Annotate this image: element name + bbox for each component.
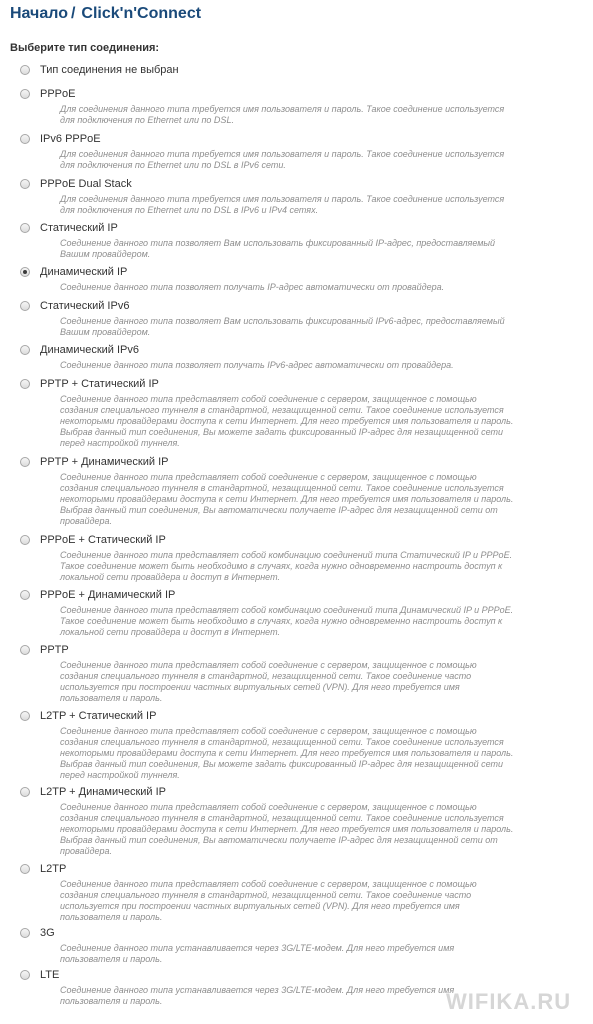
- option-description: Соединение данного типа представляет собой соединение с сервером, защищенное с помощью создания специального туннеля в стандартной, незащищенной сети. Такое соединение часто используется при построении частных виртуальных сетей (VPN). Для него требуется имя пользователя и пароль.: [60, 660, 477, 703]
- radio-dynamic-ip[interactable]: [20, 267, 30, 277]
- option-label[interactable]: Статический IP: [40, 222, 118, 234]
- radio-pptp-static-ip[interactable]: [20, 379, 30, 389]
- option-pppoe[interactable]: [18, 88, 578, 125]
- option-description: Соединение данного типа представляет собой соединение с сервером, защищенное с помощью создания специального туннеля в стандартной, незащищенной сети. Такое соединение часто используется при построении частных виртуальных сетей (VPN). Для него требуется имя пользователя и пароль.: [60, 879, 477, 922]
- option-pppoe-dual-stack[interactable]: [18, 178, 578, 215]
- option-description: Соединение данного типа представляет собой соединение с сервером, защищенное с помощью создания специального туннеля в стандартной, незащищенной сети. Такое соединение используется некоторыми провайдерами доступа к сети Интернет. Для него требуется имя пользователя и пароль. Выбрав данный тип соединения, Вы автоматически получаете IP-адрес для незащищенной сети от провайдера.: [60, 802, 514, 856]
- radio-pppoe-static-ip[interactable]: [20, 535, 30, 545]
- radio-pppoe-dynamic-ip[interactable]: [20, 590, 30, 600]
- radio-dynamic-ipv6[interactable]: [20, 345, 30, 355]
- option-label[interactable]: PPTP: [40, 644, 69, 656]
- option-label[interactable]: PPPoE Dual Stack: [40, 178, 132, 190]
- watermark: WIFIKA.RU: [446, 989, 572, 1014]
- option-description: Соединение данного типа представляет собой соединение с сервером, защищенное с помощью создания специального туннеля в стандартной, незащищенной сети. Такое соединение используется некоторыми провайдерами доступа к сети Интернет. Для него требуется имя пользователя и пароль. Выбрав данный тип соединения, Вы автоматически получаете IP-адрес для незащищенной сети от провайдера.: [60, 472, 514, 526]
- radio-pppoe-dual-stack[interactable]: [20, 179, 30, 189]
- option-dynamic-ipv6[interactable]: [18, 344, 578, 370]
- option-description: Соединение данного типа представляет собой соединение с сервером, защищенное с помощью создания специального туннеля в стандартной, незащищенной сети. Такое соединение используется некоторыми провайдерами доступа к сети Интернет. Для него требуется имя пользователя и пароль. Выбрав данный тип соединения, Вы можете задать фиксированный IP-адрес для незащищенной сети перед настройкой туннеля.: [60, 726, 514, 780]
- option-pppoe-static-ip[interactable]: [18, 534, 578, 582]
- radio-l2tp[interactable]: [20, 864, 30, 874]
- option-label[interactable]: PPPoE + Динамический IP: [40, 589, 176, 601]
- option-label[interactable]: LTE: [40, 969, 60, 981]
- option-3g[interactable]: [18, 927, 578, 964]
- option-description: Для соединения данного типа требуется имя пользователя и пароль. Такое соединение используется для подключения по Ethernet или по DSL.: [60, 104, 505, 125]
- option-l2tp-static-ip[interactable]: [18, 710, 578, 780]
- option-description: Соединение данного типа представляет собой соединение с сервером, защищенное с помощью создания специального туннеля в стандартной, незащищенной сети. Такое соединение используется некоторыми провайдерами доступа к сети Интернет. Для него требуется имя пользователя и пароль. Выбрав данный тип соединения, Вы можете задать фиксированный IP-адрес для незащищенной сети перед настройкой туннеля.: [60, 394, 514, 448]
- option-description: Соединение данного типа позволяет Вам использовать фиксированный IPv6-адрес, предоставляемый Вашим провайдером.: [60, 316, 505, 337]
- option-label[interactable]: L2TP: [40, 863, 67, 875]
- option-label[interactable]: IPv6 PPPoE: [40, 133, 101, 145]
- option-description: Соединение данного типа позволяет получать IPv6-адрес автоматически от провайдера.: [60, 360, 454, 370]
- option-label[interactable]: L2TP + Статический IP: [40, 710, 157, 722]
- option-label[interactable]: Статический IPv6: [40, 300, 130, 312]
- option-l2tp[interactable]: [18, 863, 578, 922]
- option-pptp[interactable]: [18, 644, 578, 703]
- option-label[interactable]: Динамический IPv6: [40, 344, 140, 356]
- option-pptp-static-ip[interactable]: [18, 378, 578, 448]
- option-label[interactable]: Тип соединения не выбран: [40, 64, 179, 76]
- option-label[interactable]: PPTP + Статический IP: [40, 378, 159, 390]
- option-label[interactable]: PPPoE: [40, 88, 76, 100]
- option-description: Соединение данного типа представляет собой комбинацию соединений типа Динамический IP и PPPoE. Такое соединение может быть необходимо в случаях, когда нужно одновременно настроить доступ к локальной сети провайдера и доступ в Интернет.: [60, 605, 514, 637]
- radio-pppoe[interactable]: [20, 89, 30, 99]
- radio-lte[interactable]: [20, 970, 30, 980]
- option-label[interactable]: PPPoE + Статический IP: [40, 534, 166, 546]
- breadcrumb-separator: /: [70, 5, 76, 22]
- option-static-ipv6[interactable]: [18, 300, 578, 337]
- radio-l2tp-dynamic-ip[interactable]: [20, 787, 30, 797]
- option-description: Для соединения данного типа требуется имя пользователя и пароль. Такое соединение используется для подключения по Ethernet или по DSL в IPv6 и IPv4 сетях.: [60, 194, 505, 215]
- radio-pptp[interactable]: [20, 645, 30, 655]
- option-label[interactable]: PPTP + Динамический IP: [40, 456, 169, 468]
- option-description: Соединение данного типа устанавливается через 3G/LTE-модем. Для него требуется имя пользователя и пароль.: [60, 943, 455, 964]
- radio-static-ip[interactable]: [20, 223, 30, 233]
- option-pppoe-dynamic-ip[interactable]: [18, 589, 578, 637]
- option-label[interactable]: Динамический IP: [40, 266, 128, 278]
- option-label[interactable]: L2TP + Динамический IP: [40, 786, 167, 798]
- radio-static-ipv6[interactable]: [20, 301, 30, 311]
- option-description: Соединение данного типа устанавливается через 3G/LTE-модем. Для него требуется имя пользователя и пароль.: [60, 985, 455, 1006]
- option-ipv6-pppoe[interactable]: [18, 133, 578, 170]
- option-description: Для соединения данного типа требуется имя пользователя и пароль. Такое соединение используется для подключения по Ethernet или по DSL в IPv6 сети.: [60, 149, 505, 170]
- option-static-ip[interactable]: [18, 222, 578, 259]
- section-title: Выберите тип соединения:: [10, 42, 160, 54]
- breadcrumb: [10, 5, 201, 23]
- radio-l2tp-static-ip[interactable]: [20, 711, 30, 721]
- option-dynamic-ip[interactable]: [18, 266, 578, 292]
- radio-3g[interactable]: [20, 928, 30, 938]
- option-description: Соединение данного типа позволяет получать IP-адрес автоматически от провайдера.: [60, 282, 445, 292]
- option-description: Соединение данного типа позволяет Вам использовать фиксированный IP-адрес, предоставляемый Вашим провайдером.: [60, 238, 496, 259]
- breadcrumb-current: Click'n'Connect: [81, 5, 202, 22]
- option-pptp-dynamic-ip[interactable]: [18, 456, 578, 526]
- radio-no-type[interactable]: [20, 65, 30, 75]
- option-label[interactable]: 3G: [40, 927, 55, 939]
- option-description: Соединение данного типа представляет собой комбинацию соединений типа Статический IP и PPPoE. Такое соединение может быть необходимо в случаях, когда нужно одновременно настроить доступ к локальной сети провайдера и доступ в Интернет.: [60, 550, 513, 582]
- radio-pptp-dynamic-ip[interactable]: [20, 457, 30, 467]
- radio-ipv6-pppoe[interactable]: [20, 134, 30, 144]
- option-no-type[interactable]: [18, 64, 578, 78]
- option-l2tp-dynamic-ip[interactable]: [18, 786, 578, 856]
- breadcrumb-home-link[interactable]: Начало: [10, 5, 68, 22]
